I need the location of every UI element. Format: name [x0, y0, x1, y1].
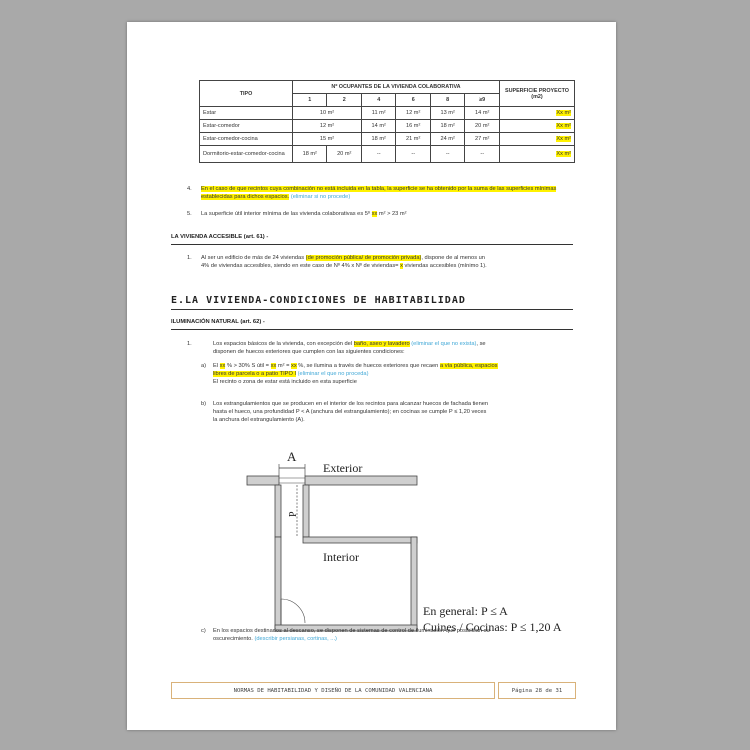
row-tipo: Estar — [200, 107, 293, 120]
item-number: 1. — [187, 341, 192, 347]
table-cell: 20 m² — [465, 120, 500, 133]
table-header-occupants: Nº OCUPANTES DE LA VIVIENDA COLABORATIVA — [293, 81, 500, 94]
surface-cell: Xx m² — [500, 120, 575, 133]
row-tipo: Estar-comedor — [200, 120, 293, 133]
item-label-b: b) — [201, 401, 207, 407]
item-label-c: c) — [201, 628, 206, 634]
footer-page-number: Página 28 de 31 — [498, 682, 576, 699]
iluminacion-a: El xx % > 30% S útil = xx m² = xx %, se ilumina a través de huecos exteriores que recaen a vía pública, espacios libres de parcela o a patio TIPO I (eliminar el que no proceda) El recinto o zona de estar está incluido en esta superficie — [213, 363, 498, 385]
occupant-col: 4 — [361, 94, 395, 107]
section-rule — [171, 329, 573, 330]
label-a: A — [287, 449, 297, 464]
table-cell: -- — [465, 146, 500, 163]
table-header-tipo: TIPO — [200, 81, 293, 107]
table-cell: 10 m² — [293, 107, 362, 120]
table-cell: 18 m² — [430, 120, 464, 133]
item-number: 4. — [187, 186, 192, 192]
section-rule — [171, 244, 573, 245]
corridor-wall-left — [275, 485, 281, 537]
surface-cell: Xx m² — [500, 146, 575, 163]
table-cell: 24 m² — [430, 133, 464, 146]
table-row — [200, 146, 575, 163]
item-4-note: (eliminar si no procede) — [290, 194, 351, 200]
table-cell: 27 m² — [465, 133, 500, 146]
table-cell: 12 m² — [293, 120, 362, 133]
table-header-surface: SUPERFICIE PROYECTO (m2) — [500, 81, 575, 107]
label-exterior: Exterior — [323, 461, 363, 475]
rule-general: En general: P ≤ A — [423, 604, 508, 618]
table-cell: -- — [430, 146, 464, 163]
wall-right-top — [305, 476, 417, 485]
item-number: 5. — [187, 211, 192, 217]
room-wall-top — [303, 537, 417, 543]
table-cell: -- — [361, 146, 395, 163]
rule-cocinas: Cuines / Cocinas: P ≤ 1,20 A — [423, 620, 562, 634]
table-cell: 12 m² — [396, 107, 430, 120]
heading-condiciones-habitabilidad: E.LA VIVIENDA-CONDICIONES DE HABITABILIDAD — [171, 295, 466, 306]
item-5-text: La superficie útil interior mínima de las vivienda colaborativas es 5º xx m² > 23 m² — [201, 211, 407, 217]
wall-left-top — [247, 476, 279, 485]
corridor-wall-right — [303, 485, 309, 537]
table-cell: 18 m² — [293, 146, 327, 163]
table-cell: 16 m² — [396, 120, 430, 133]
occupant-col: 1 — [293, 94, 327, 107]
iluminacion-p1: Los espacios básicos de la vivienda, con excepción del baño, aseo y lavadero (eliminar el que no exista), se disponen de huecos exteriores que cumplen con las siguientes condiciones: — [213, 341, 486, 355]
table-cell: 14 m² — [465, 107, 500, 120]
occupant-col: ≥9 — [465, 94, 500, 107]
iluminacion-c: En los espacios destinados al descanso, se disponen de sistemas de control de iluminación que posibilitan su oscurecimiento. (describir persianas, cortinas, ...) — [213, 628, 490, 642]
surface-cell: Xx m² — [500, 133, 575, 146]
item-4-text — [201, 185, 573, 201]
table-cell: 14 m² — [361, 120, 395, 133]
label-interior: Interior — [323, 550, 359, 564]
occupant-col: 8 — [430, 94, 464, 107]
occupancy-table — [199, 80, 575, 163]
occupant-col: 6 — [396, 94, 430, 107]
row-tipo: Estar-comedor-cocina — [200, 133, 293, 146]
table-row — [200, 133, 575, 146]
surface-cell: Xx m² — [500, 107, 575, 120]
table-cell: -- — [396, 146, 430, 163]
door-swing — [281, 599, 305, 623]
section-title-iluminacion: ILUMINACIÓN NATURAL (art. 62) - — [171, 319, 265, 325]
estrangulamiento-diagram — [239, 434, 562, 634]
heading-rule — [171, 309, 573, 310]
table-cell: 18 m² — [361, 133, 395, 146]
room-wall-left — [275, 537, 281, 631]
table-cell: 13 m² — [430, 107, 464, 120]
table-row — [200, 107, 575, 120]
table-cell: 11 m² — [361, 107, 395, 120]
table-cell: 20 m² — [327, 146, 361, 163]
item-4-highlight: En el caso de que recintos cuya combinación no está incluida en la tabla, la superficie se ha obtenido por la suma de las superficies mínimas establecidas para dichos espacios. — [201, 186, 557, 200]
item-number: 1. — [187, 255, 192, 261]
table-cell: 15 m² — [293, 133, 362, 146]
section-title-accesible: LA VIVIENDA ACCESIBLE (art. 61) - — [171, 234, 269, 240]
iluminacion-b: Los estrangulamientos que se producen en el interior de los recintos para alcanzar huecos de fachada tienen hasta el hueco, una profundidad P < A (anchura del estrangulamiento); en cocinas se cumple P ≤ 1,20 veces la anchura del estrangulamiento (A). — [213, 401, 489, 423]
occupant-col: 2 — [327, 94, 361, 107]
item-label-a: a) — [201, 363, 207, 369]
label-p: P — [288, 511, 299, 517]
accesible-text: Al ser un edificio de más de 24 viviendas (de promoción pública/ de promoción privada), dispone de al menos un 4% de viviendas accesibles, siendo en este caso de Nº 4% x Nº de viviendas= x viviendas accesibles (mínimo 1). — [201, 255, 487, 269]
table-row — [200, 120, 575, 133]
document-page — [127, 22, 616, 730]
row-tipo: Dormitorio-estar-comedor-cocina — [200, 146, 293, 163]
room-wall-right — [411, 537, 417, 631]
table-cell: 21 m² — [396, 133, 430, 146]
footer-title: NORMAS DE HABITABILIDAD Y DISEÑO DE LA COMUNIDAD VALENCIANA — [171, 682, 495, 699]
